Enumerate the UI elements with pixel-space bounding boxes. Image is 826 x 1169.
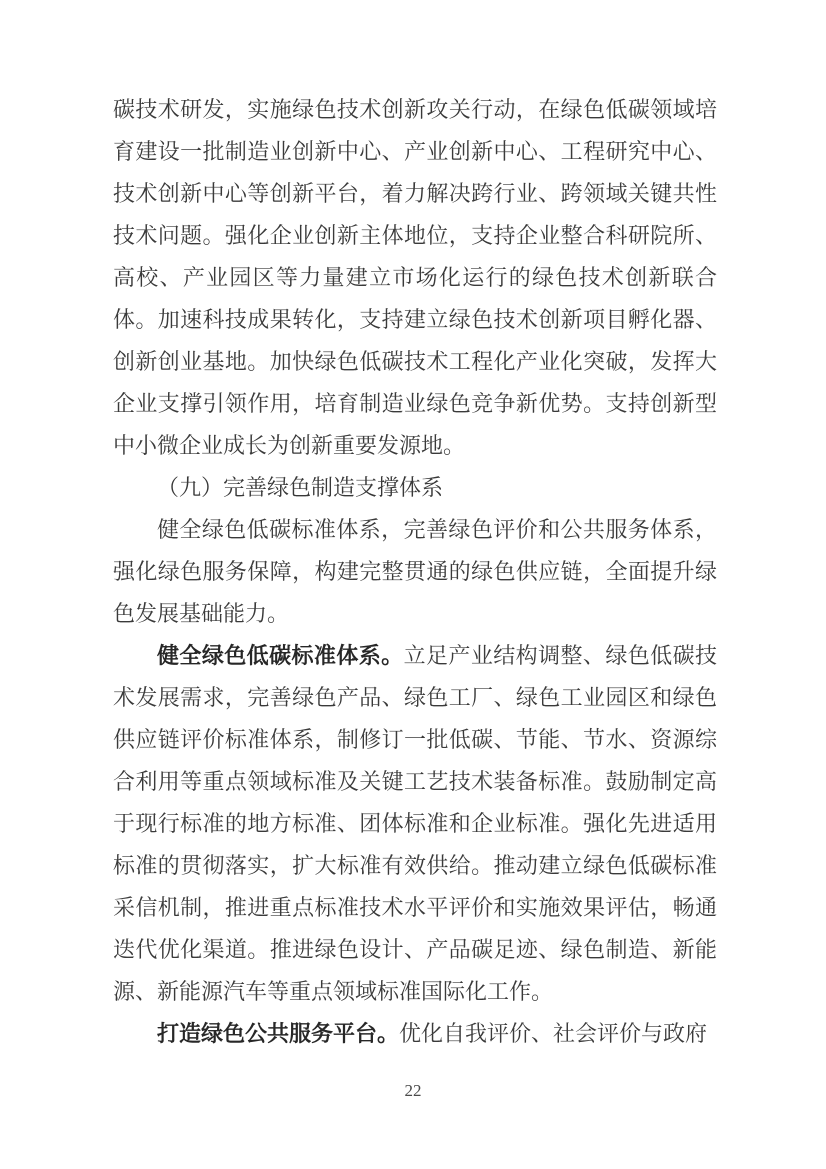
paragraph-standards	[113, 635, 717, 1013]
document-body	[113, 89, 717, 1055]
paragraph-standards-text: 立足产业结构调整、绿色低碳技术发展需求，完善绿色产品、绿色工厂、绿色工业园区和绿色供应链评价标准体系，制修订一批低碳、节能、节水、资源综合利用等重点领域标准及关键工艺技术装备标准。鼓励制定高于现行标准的地方标准、团体标准和企业标准。强化先进适用标准的贯彻落实，扩大标准有效供给。推动建立绿色低碳标准采信机制，推进重点标准技术水平评价和实施效果评估，畅通迭代优化渠道。推进绿色设计、产品碳足迹、绿色制造、新能源、新能源汽车等重点领域标准国际化工作。	[113, 643, 717, 1004]
paragraph-platform-lead: 打造绿色公共服务平台。	[157, 1021, 400, 1046]
paragraph-platform-text: 优化自我评价、社会评价与政府	[399, 1021, 708, 1046]
paragraph-platform	[113, 1013, 717, 1055]
paragraph-continuation: 碳技术研发，实施绿色技术创新攻关行动，在绿色低碳领域培育建设一批制造业创新中心、产业创新中心、工程研究中心、技术创新中心等创新平台，着力解决跨行业、跨领域关键共性技术问题。强化企业创新主体地位，支持企业整合科研院所、高校、产业园区等力量建立市场化运行的绿色技术创新联合体。加速科技成果转化，支持建立绿色技术创新项目孵化器、创新创业基地。加快绿色低碳技术工程化产业化突破，发挥大企业支撑引领作用，培育制造业绿色竞争新优势。支持创新型中小微企业成长为创新重要发源地。	[113, 97, 717, 458]
paragraph-standards-lead: 健全绿色低碳标准体系。	[157, 643, 404, 668]
page-number: 22	[404, 1081, 422, 1100]
section-heading: （九）完善绿色制造支撑体系	[157, 475, 444, 500]
paragraph-overview: 健全绿色低碳标准体系，完善绿色评价和公共服务体系，强化绿色服务保障，构建完整贯通的绿色供应链，全面提升绿色发展基础能力。	[113, 517, 717, 626]
